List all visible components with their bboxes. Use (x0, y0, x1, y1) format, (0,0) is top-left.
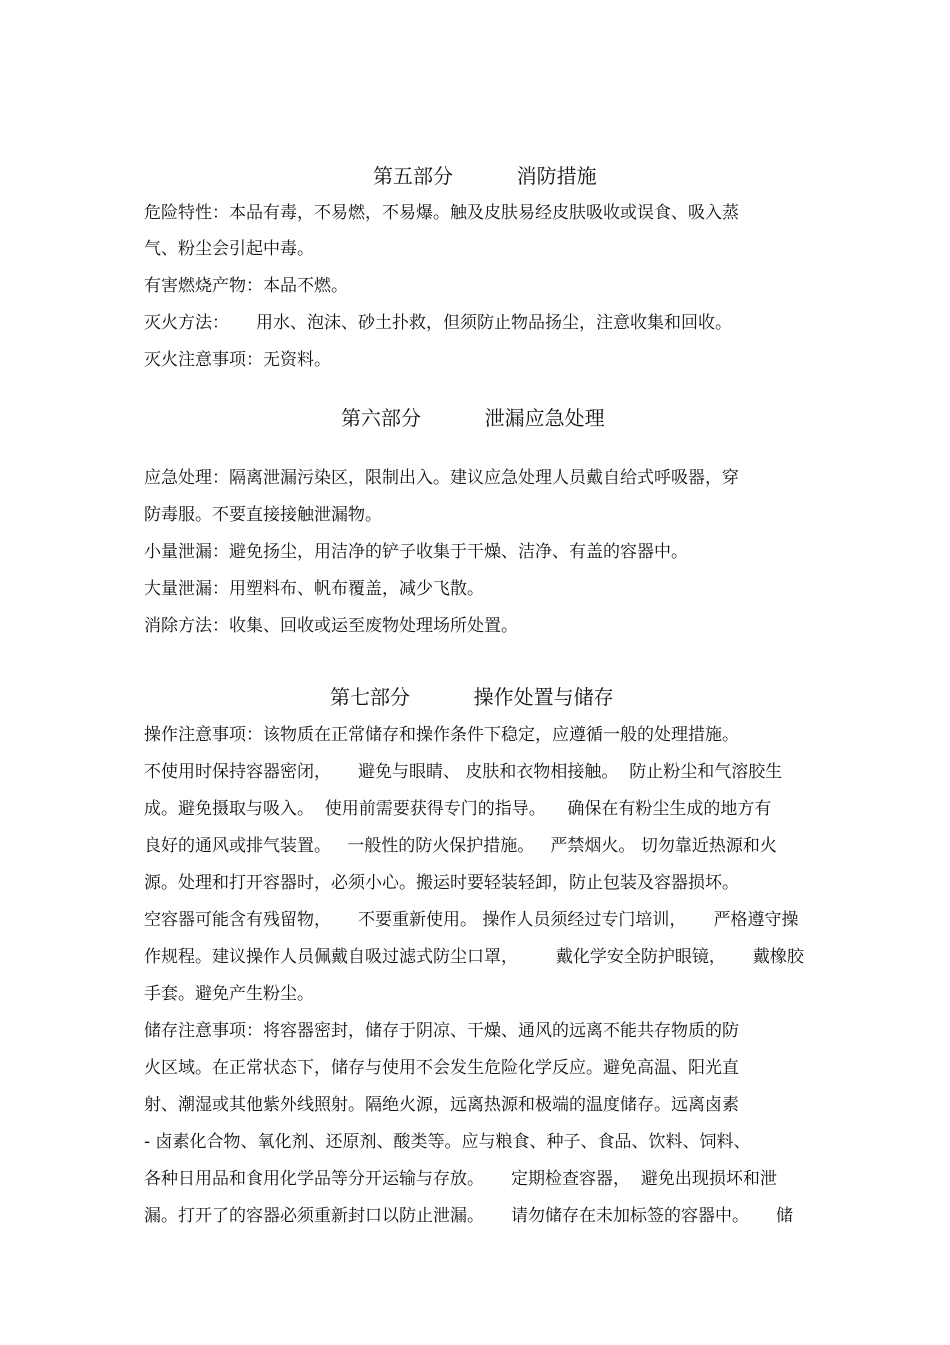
section-heading-handling-storage: 第七部分 操作处置与储存 (330, 685, 614, 709)
paragraph-line: 气、粉尘会引起中毒。 (144, 239, 314, 259)
paragraph-line: 灭火方法： 用水、泡沫、砂土扑救，但须防止物品扬尘，注意收集和回收。 (144, 313, 733, 333)
paragraph-line: 源。处理和打开容器时，必须小心。搬运时要轻装轻卸，防止包装及容器损坏。 (144, 873, 739, 893)
paragraph-line: 防毒服。不要直接接触泄漏物。 (144, 505, 382, 525)
paragraph-line: 应急处理：隔离泄漏污染区，限制出入。建议应急处理人员戴自给式呼吸器，穿 (144, 468, 739, 488)
paragraph-line: 空容器可能含有残留物， 不要重新使用。 操作人员须经过专门培训， 严格遵守操 (144, 910, 799, 930)
paragraph-line: 危险特性：本品有毒，不易燃，不易爆。触及皮肤易经皮肤吸收或误食、吸入蒸 (144, 203, 739, 223)
paragraph-line: 不使用时保持容器密闭， 避免与眼睛、 皮肤和衣物相接触。 防止粉尘和气溶胶生 (144, 762, 783, 782)
paragraph-line: 消除方法：收集、回收或运至废物处理场所处置。 (144, 616, 518, 636)
paragraph-line: 大量泄漏：用塑料布、帆布覆盖，减少飞散。 (144, 579, 484, 599)
paragraph-line: 有害燃烧产物：本品不燃。 (144, 276, 348, 296)
paragraph-line: 作规程。建议操作人员佩戴自吸过滤式防尘口罩， 戴化学安全防护眼镜， 戴橡胶 (144, 947, 804, 967)
paragraph-line: 操作注意事项：该物质在正常储存和操作条件下稳定，应遵循一般的处理措施。 (144, 725, 739, 745)
paragraph-line: 射、潮湿或其他紫外线照射。隔绝火源，远离热源和极端的温度储存。远离卤素 (144, 1095, 739, 1115)
paragraph-line: - 卤素化合物、氧化剂、还原剂、酸类等。应与粮食、种子、食品、饮料、饲料、 (144, 1132, 751, 1152)
paragraph-line: 储存注意事项：将容器密封，储存于阴凉、干燥、通风的远离不能共存物质的防 (144, 1021, 739, 1041)
paragraph-line: 漏。打开了的容器必须重新封口以防止泄漏。 请勿储存在未加标签的容器中。 储 (144, 1206, 794, 1226)
paragraph-line: 各种日用品和食用化学品等分开运输与存放。 定期检查容器， 避免出现损坏和泄 (144, 1169, 777, 1189)
paragraph-line: 成。避免摄取与吸入。 使用前需要获得专门的指导。 确保在有粉尘生成的地方有 (144, 799, 772, 819)
section-heading-fire-fighting: 第五部分 消防措施 (373, 164, 597, 188)
paragraph-line: 火区域。在正常状态下，储存与使用不会发生危险化学反应。避免高温、阳光直 (144, 1058, 739, 1078)
paragraph-line: 良好的通风或排气装置。 一般性的防火保护措施。 严禁烟火。 切勿靠近热源和火 (144, 836, 777, 856)
paragraph-line: 灭火注意事项：无资料。 (144, 350, 331, 370)
paragraph-line: 手套。避免产生粉尘。 (144, 984, 314, 1004)
paragraph-line: 小量泄漏：避免扬尘，用洁净的铲子收集于干燥、洁净、有盖的容器中。 (144, 542, 688, 562)
section-heading-spill-response: 第六部分 泄漏应急处理 (341, 406, 605, 430)
